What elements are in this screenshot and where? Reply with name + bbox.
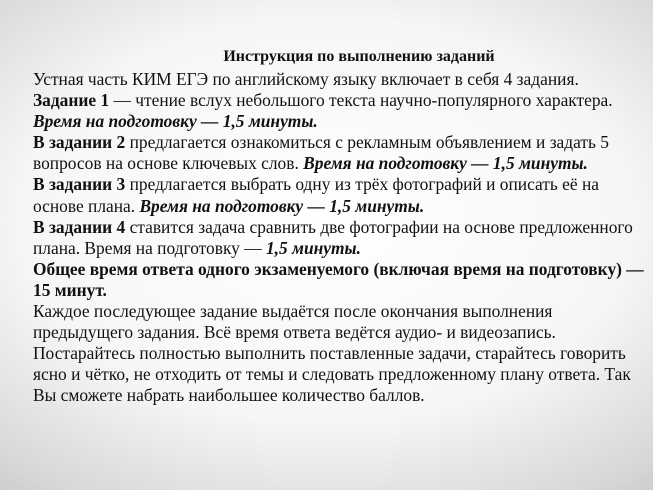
task-3-prep-time: Время на подготовку — 1,5 минуты.: [139, 195, 425, 216]
task-1-paragraph: [33, 90, 645, 132]
task-2-label-number: 2: [116, 132, 126, 153]
task-1-text: — чтение вслух небольшого текста научно-популярного характера.: [109, 90, 613, 111]
intro-paragraph: Устная часть КИМ ЕГЭ по английскому языку включает в себя 4 задания.: [33, 69, 579, 89]
task-3-paragraph: [33, 174, 645, 216]
task-3-label-prefix: В задании: [33, 174, 117, 195]
task-2-prep-time: Время на подготовку — 1,5 минуты.: [303, 153, 588, 174]
task-3-label: [33, 174, 125, 194]
task-4-text: ставится задача сравнить две фотографии на основе предложенного плана. Время на подготовку —: [33, 216, 633, 258]
slide-title: Инструкция по выполнению заданий: [223, 48, 495, 65]
instructions-text-block: [33, 47, 645, 407]
task-3-label-number: 3: [116, 174, 126, 195]
task-4-label: [33, 217, 125, 237]
closing-paragraph: Каждое последующее задание выдаётся после окончания выполнения предыдущего задания. Всё время ответа ведётся аудио- и видеозапись. Постарайтесь полностью выполнить поставленные задачи, старайтесь говорить ясно и чётко, не отходить от темы и следовать предложенному плану ответа. Так Вы сможете набрать наибольшее количество баллов.: [33, 301, 631, 406]
task-1-label: Задание 1: [33, 90, 110, 111]
task-4-paragraph: [33, 217, 645, 259]
task-2-paragraph: [33, 132, 645, 174]
task-4-prep-time: 1,5 минуты.: [265, 237, 361, 258]
task-2-text: предлагается ознакомиться с рекламным объявлением и задать 5 вопросов на основе ключевых слов.: [33, 132, 609, 174]
task-1-prep-time: Время на подготовку — 1,5 минуты.: [33, 111, 318, 132]
task-3-text: предлагается выбрать одну из трёх фотографий и описать её на основе плана.: [33, 174, 599, 216]
task-2-label-prefix: В задании: [33, 132, 117, 153]
total-time-paragraph: Общее время ответа одного экзаменуемого (включая время на подготовку) — 15 минут.: [33, 258, 644, 300]
task-4-label-number: 4: [116, 216, 126, 237]
task-2-label: [33, 132, 125, 152]
task-4-label-prefix: В задании: [33, 216, 117, 237]
